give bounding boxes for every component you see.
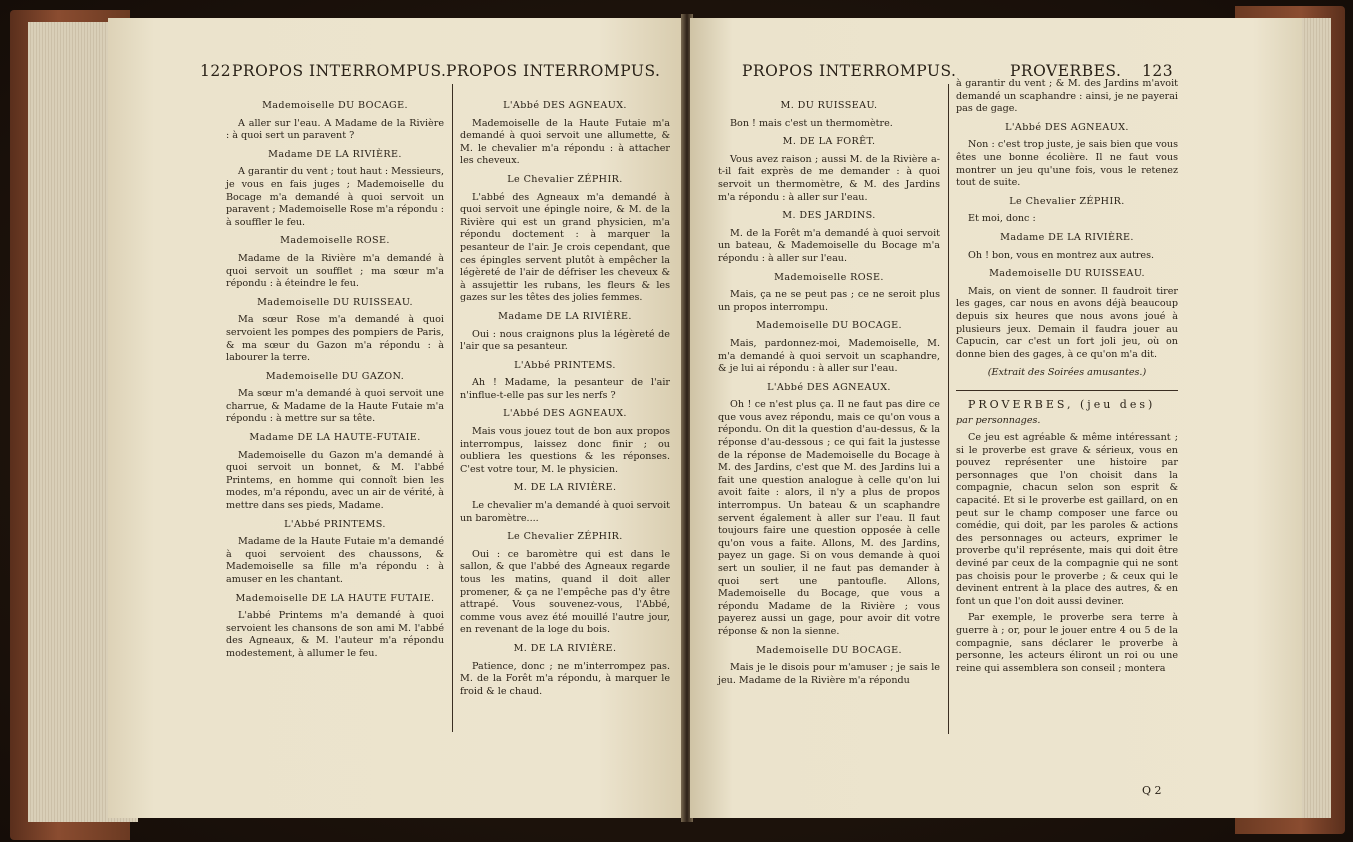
right-page (690, 18, 1302, 818)
speaker-name: L'Abbé DES AGNEAUX. (1005, 121, 1129, 133)
paragraph: Mais, pardonnez-moi, Mademoiselle, M. m'a demandé à quoi servoit un scaphandre, & je lui ai répondu : à aller sur l'eau. (718, 337, 940, 375)
running-head-right-col2: PROVERBES. (1010, 62, 1122, 80)
speaker-name: L'Abbé PRINTEMS. (284, 518, 386, 530)
paragraph: Mademoiselle du Gazon m'a demandé à quoi servoit un bonnet, & M. l'abbé Printems, en homme qui connoît bien les modes, m'a répondu, avec un air de vérité, à mettre dans ses pieds, Madame. (226, 449, 444, 512)
paragraph: à garantir du vent ; & M. des Jardins m'avoit demandé un scaphandre : ainsi, je ne payerai pas de gage. (956, 78, 1178, 115)
paragraph: Vous avez raison ; aussi M. de la Rivière a-t-il fait exprès de me demander : à quoi servoit un thermomètre, & M. des Jardins m'a répondu : à aller sur l'eau. (718, 153, 940, 203)
speaker-name: Mademoiselle DU BOCAGE. (756, 644, 902, 656)
paragraph: Oui : nous craignons plus la légèreté de l'air que sa pesanteur. (460, 328, 670, 353)
paragraph: Et moi, donc : (968, 213, 1036, 225)
paragraph: Mais, on vient de sonner. Il faudroit tirer les gages, car nous en avons déjà beaucoup depuis six heures que nous avons joué à plusieurs jeux. Demain il faudra jouer au Capucin, car c'est un fort joli jeu, où on donne bien des gages, à ce qu'on m'a dit. (956, 285, 1178, 360)
paragraph: L'abbé Printems m'a demandé à quoi servoient les chansons de son ami M. l'abbé des Agneaux, & M. l'auteur m'a répondu modestement, à allumer le feu. (226, 610, 444, 659)
speaker-name: Mademoiselle DU GAZON. (265, 370, 405, 382)
speaker-name: Mademoiselle DU RUISSEAU. (257, 296, 413, 308)
paragraph: Madame de la Rivière m'a demandé à quoi servoit un soufflet ; ma sœur m'a répondu : à éteindre le feu. (226, 252, 444, 290)
speaker-name: Madame DE LA HAUTE-FUTAIE. (249, 432, 421, 444)
section-subtitle: par personnages. (956, 415, 1041, 427)
speaker-name: Mademoiselle ROSE. (774, 271, 884, 283)
paragraph: A aller sur l'eau. A Madame de la Rivière : à quoi sert un paravent ? (226, 117, 444, 142)
paragraph: Mais vous jouez tout de bon aux propos interrompus, laissez donc finir ; ou oubliera les questions & les réponses. C'est votre tour, M. le physicien. (460, 426, 670, 475)
paragraph: L'abbé des Agneaux m'a demandé à quoi servoit une épingle noire, & M. de la Rivière qui est un grand physicien, m'a répondu doctement : à marquer la pesanteur de l'air. Je crois cependant, que ces épingles servent plutôt à empêcher la légèreté de l'air de défriser les cheveux & à assujettir les rubans, les fleurs & les gazes sur les têtes des jolies femmes. (460, 191, 670, 304)
speaker-name: Le Chevalier ZÉPHIR. (507, 173, 623, 185)
left-page (108, 18, 684, 818)
column-rule (452, 84, 453, 732)
speaker-name: L'Abbé PRINTEMS. (514, 359, 616, 371)
speaker-name: Madame DE LA RIVIÈRE. (498, 310, 632, 322)
running-head-left-col1: PROPOS INTERROMPUS. (232, 62, 447, 80)
paragraph: M. de la Forêt m'a demandé à quoi servoit un bateau, & Mademoiselle du Bocage m'a répondu : à aller sur l'eau. (718, 227, 940, 264)
speaker-name: M. DU RUISSEAU. (780, 100, 878, 111)
page-number-left: 122 (200, 62, 232, 80)
paragraph: Ce jeu est agréable & même intéressant ; si le proverbe est grave & sérieux, vous en pouvez représenter une histoire par personnages que l'on choisit dans la compagnie, chacun selon son esprit & capacité. Et si le proverbe est gaillard, on en peut sur le champ composer une farce ou comédie, qui doit, par les paroles & actions des personnages ou acteurs, exprimer le proverbe qu'il représente, mais qui doit être deviné par ceux de la compagnie qui ne sont pas choisis pour le proverbe ; & ceux qui le devinent entrent à la place des autres, & en font un que l'on doit aussi deviner. (956, 432, 1178, 607)
column-rule (948, 84, 949, 734)
paragraph: Patience, donc ; ne m'interrompez pas. M. de la Forêt m'a répondu, à marquer le froid & le chaud. (460, 660, 670, 697)
paragraph: Oui : ce baromètre qui est dans le sallon, & que l'abbé des Agneaux regarde tous les matins, quand il doit aller promener, & ça ne l'empêche pas d'y être attrapé. Vous souvenez-vous, l'Abbé, comme vous avez été mouillé l'autre jour, en revenant de la loge du bois. (460, 548, 670, 636)
paragraph: Mais je le disois pour m'amuser ; je sais le jeu. Madame de la Rivière m'a répondu (718, 662, 940, 686)
speaker-name: L'Abbé DES AGNEAUX. (503, 408, 627, 420)
speaker-name: Le Chevalier ZÉPHIR. (1009, 195, 1125, 207)
signature-mark: Q 2 (1142, 784, 1162, 797)
left-page-column-2 (460, 94, 670, 702)
source-citation: (Extrait des Soirées amusantes.) (987, 367, 1147, 379)
speaker-name: L'Abbé DES AGNEAUX. (503, 100, 627, 111)
speaker-name: M. DES JARDINS. (782, 210, 876, 222)
right-page-column-2 (956, 78, 1178, 679)
speaker-name: L'Abbé DES AGNEAUX. (767, 381, 891, 393)
left-page-column-1 (226, 94, 444, 665)
speaker-name: Mademoiselle DU BOCAGE. (262, 100, 408, 111)
speaker-name: Mademoiselle DE LA HAUTE FUTAIE. (235, 592, 435, 604)
speaker-name: Mademoiselle ROSE. (280, 235, 390, 247)
page-number-right: 123 (1142, 62, 1174, 80)
speaker-name: M. DE LA RIVIÈRE. (513, 482, 617, 494)
paragraph: Ma sœur Rose m'a demandé à quoi servoient les pompes des pompiers de Paris, & ma sœur du Gazon m'a répondu : à labourer la terre. (226, 314, 444, 364)
speaker-name: M. DE LA FORÊT. (782, 136, 876, 148)
running-head-left-col2: PROPOS INTERROMPUS. (446, 62, 661, 80)
speaker-name: Mademoiselle DU BOCAGE. (756, 320, 902, 332)
paragraph: Non : c'est trop juste, je sais bien que vous êtes une bonne écolière. Il ne faut vous montrer un jeu qu'une fois, vous le retenez tout de suite. (956, 139, 1178, 189)
speaker-name: Madame DE LA RIVIÈRE. (268, 148, 402, 160)
right-page-column-1 (718, 94, 940, 691)
speaker-name: Madame DE LA RIVIÈRE. (1000, 231, 1134, 243)
paragraph: Bon ! mais c'est un thermomètre. (730, 117, 893, 129)
paragraph: Mais, ça ne se peut pas ; ce ne seroit plus un propos interrompu. (718, 289, 940, 313)
paragraph: Le chevalier m'a demandé à quoi servoit un baromètre.... (460, 500, 670, 524)
section-rule (956, 390, 1178, 391)
paragraph: A garantir du vent ; tout haut : Messieurs, je vous en fais juges ; Mademoiselle du Bocage m'a demandé à quoi servoit un paravent ; Mademoiselle Rose m'a répondu : à souffler le feu. (226, 166, 444, 228)
paragraph: Oh ! ce n'est plus ça. Il ne faut pas dire ce que vous avez répondu, mais ce qu'on vous a répondu. On dit la question d'au-dessus, & la réponse d'au-dessous ; ce qui fait la justesse de la réponse de Mademoiselle du Bocage à M. des Jardins, c'est que M. des Jardins lui a fait une question analogue à celle qu'on lui avoit faite : alors, il n'y a plus de propos interrompus. Un bateau & un scaphandre servent également à aller sur l'eau. Il faut toujours faire une question opposée à celle qu'on vous a faite. Allons, M. des Jardins, payez un gage. Si on vous demande à quoi sert un soulier, il ne faut pas demander à quoi sert une pantoufle. Allons, Mademoiselle du Bocage, que vous a répondu Madame de la Rivière ; vous payerez aussi un gage, pour avoir dit votre réponse & non la sienne. (718, 399, 940, 637)
paragraph: Oh ! bon, vous en montrez aux autres. (968, 249, 1155, 261)
paragraph: Mademoiselle de la Haute Futaie m'a demandé à quoi servoit une allumette, & M. le chevalier m'a répondu : à attacher les cheveux. (460, 117, 670, 167)
paragraph: Ah ! Madame, la pesanteur de l'air n'influe-t-elle pas sur les nerfs ? (460, 377, 670, 401)
running-head-right-col1: PROPOS INTERROMPUS. (742, 62, 957, 80)
paragraph: Ma sœur m'a demandé à quoi servoit une charrue, & Madame de la Haute Futaie m'a répondu : à mettre sur sa tête. (226, 388, 444, 425)
paragraph: Madame de la Haute Futaie m'a demandé à quoi servoient des chaussons, & Mademoiselle sa fille m'a répondu : à amuser en les chantant. (226, 536, 444, 585)
speaker-name: Le Chevalier ZÉPHIR. (507, 531, 623, 543)
speaker-name: M. DE LA RIVIÈRE. (513, 642, 617, 654)
speaker-name: Mademoiselle DU RUISSEAU. (989, 268, 1145, 280)
section-title: PROVERBES, (jeu des) (968, 397, 1156, 411)
paragraph: Par exemple, le proverbe sera terre à guerre à ; or, pour le jouer entre 4 ou 5 de la compagnie, sans déclarer le proverbe à personne, les acteurs éliront un roi ou une reine qui assemblera son conseil ; montera (956, 612, 1178, 674)
